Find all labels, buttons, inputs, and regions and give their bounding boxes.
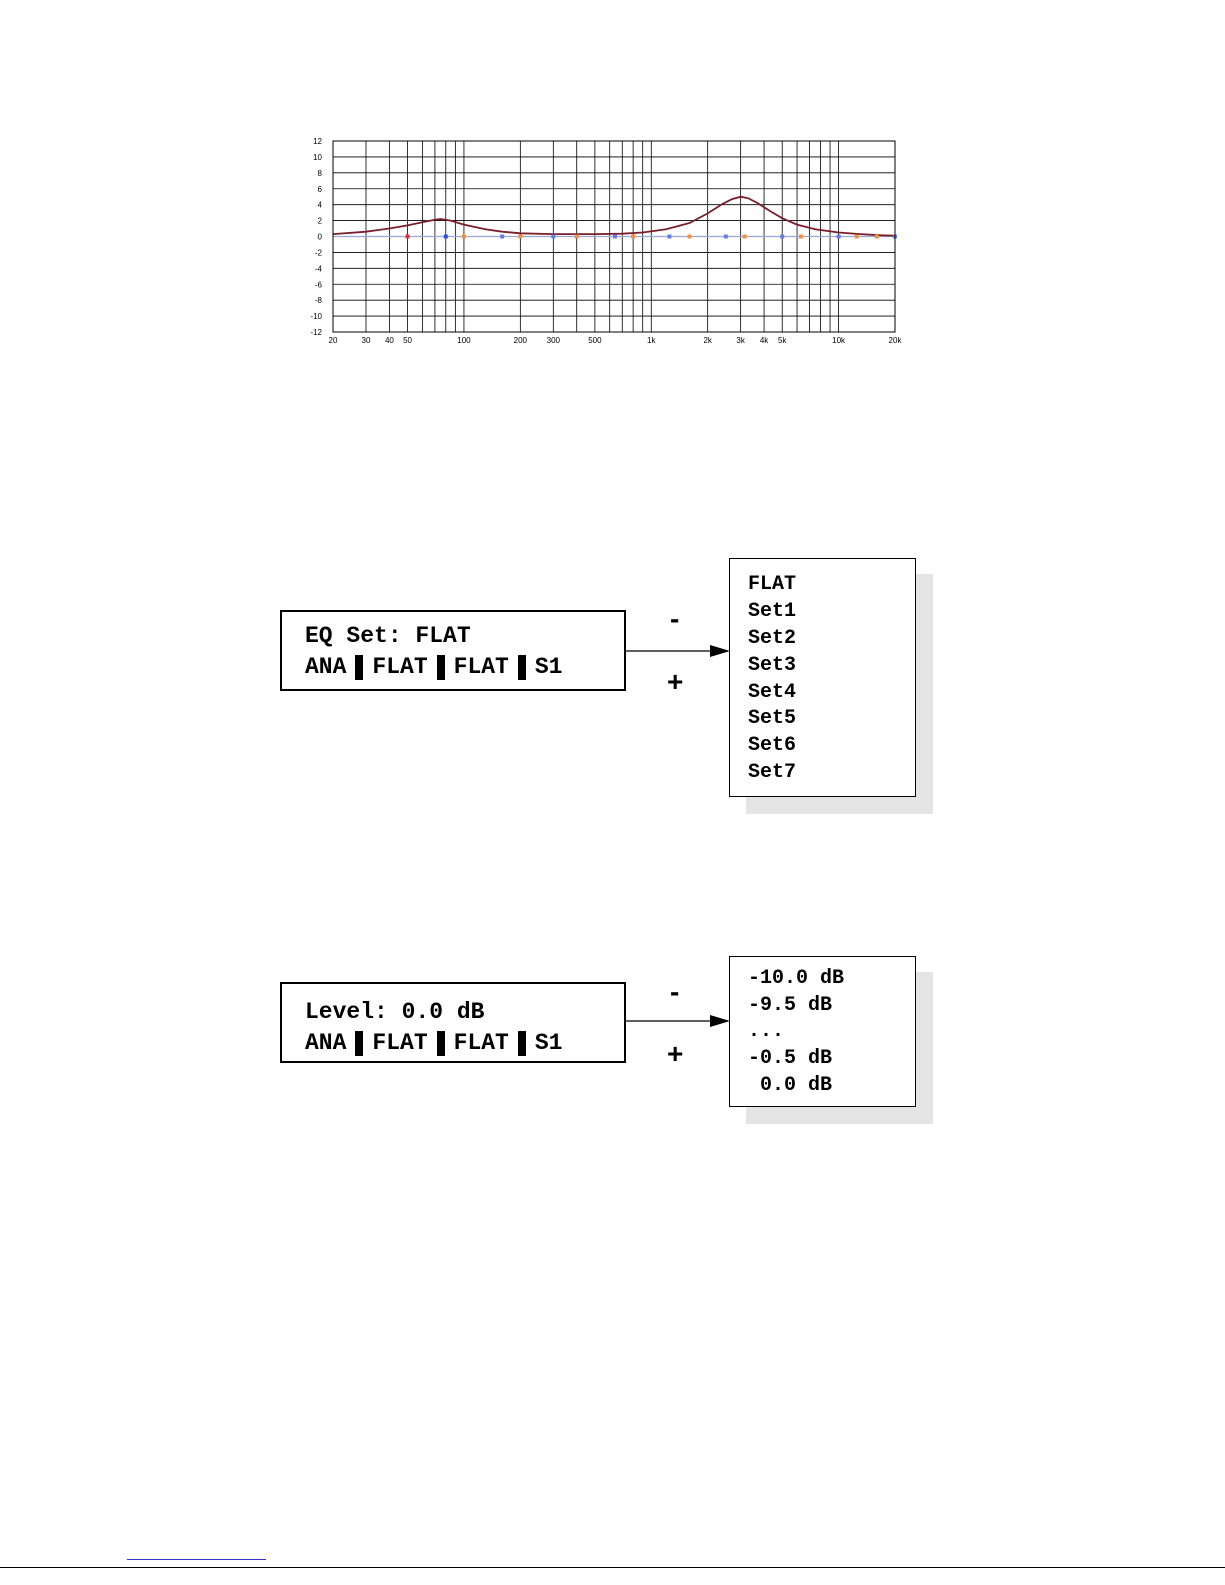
band-marker xyxy=(688,235,692,239)
eq-set-arrow xyxy=(624,642,732,660)
y-tick-label: 0 xyxy=(317,232,322,242)
y-tick-label: 8 xyxy=(317,168,322,178)
eq-set-option: Set3 xyxy=(748,654,797,677)
band-marker xyxy=(518,235,522,239)
band-marker xyxy=(462,235,466,239)
eq-set-option: Set1 xyxy=(748,600,797,623)
eq-set-lcd-display xyxy=(280,610,626,691)
status-set: S1 xyxy=(534,654,563,680)
band-marker xyxy=(799,235,803,239)
band-marker xyxy=(855,235,859,239)
status-separator xyxy=(355,1031,363,1056)
eq-set-option: Set7 xyxy=(748,761,797,784)
level-lcd-line1: Level: 0.0 dB xyxy=(305,999,485,1025)
eq-set-option: Set4 xyxy=(748,681,797,704)
y-tick-label: -10 xyxy=(310,312,322,322)
x-tick-label: 300 xyxy=(546,336,561,345)
band-marker xyxy=(724,235,728,239)
y-tick-label: 12 xyxy=(313,137,322,146)
band-marker xyxy=(406,235,410,239)
level-option: -9.5 dB xyxy=(748,994,833,1017)
band-marker xyxy=(667,235,671,239)
status-separator xyxy=(518,1031,526,1056)
level-plus-label: + xyxy=(667,1038,684,1069)
x-tick-label: 200 xyxy=(513,336,528,345)
eq-set-options-list xyxy=(729,558,916,797)
band-marker xyxy=(875,235,879,239)
level-minus-label: - xyxy=(670,976,680,1007)
status-source: ANA xyxy=(305,1030,347,1056)
status-separator xyxy=(437,1031,445,1056)
y-tick-label: 6 xyxy=(317,184,322,194)
y-tick-label: -2 xyxy=(314,248,322,258)
x-tick-label: 1k xyxy=(647,336,656,345)
y-tick-label: 2 xyxy=(317,216,322,226)
band-marker xyxy=(500,235,504,239)
x-tick-label: 50 xyxy=(403,336,413,345)
level-option: -10.0 dB xyxy=(748,967,845,990)
eq-set-option: Set6 xyxy=(748,734,797,757)
band-marker xyxy=(444,235,448,239)
chart-series xyxy=(333,197,895,236)
eq-set-option: Set2 xyxy=(748,627,797,650)
band-marker xyxy=(631,235,635,239)
x-tick-label: 10k xyxy=(832,336,846,345)
status-source: ANA xyxy=(305,654,347,680)
status-eq-1: FLAT xyxy=(372,654,428,680)
band-marker xyxy=(837,235,841,239)
status-eq-2: FLAT xyxy=(453,654,509,680)
eq-set-lcd-status-line xyxy=(305,654,562,680)
status-separator xyxy=(355,655,363,680)
level-lcd-display xyxy=(280,982,626,1063)
band-marker xyxy=(743,235,747,239)
level-option: ... xyxy=(748,1020,785,1043)
footer-link-underline xyxy=(127,1559,266,1560)
status-eq-1: FLAT xyxy=(372,1030,428,1056)
x-tick-label: 4k xyxy=(759,336,769,345)
x-tick-label: 500 xyxy=(588,336,602,345)
eq-response-line xyxy=(333,197,895,236)
y-tick-label: -6 xyxy=(314,280,322,290)
status-separator xyxy=(518,655,526,680)
eq-set-option: FLAT xyxy=(748,573,797,596)
x-tick-label: 20k xyxy=(888,336,902,345)
status-eq-2: FLAT xyxy=(453,1030,509,1056)
x-tick-label: 5k xyxy=(777,336,787,345)
level-lcd-status-line xyxy=(305,1030,562,1056)
y-axis-ticks xyxy=(310,137,322,337)
x-axis-ticks xyxy=(329,336,903,345)
level-option: 0.0 dB xyxy=(748,1074,833,1097)
y-tick-label: -4 xyxy=(314,264,322,274)
eq-set-option: Set5 xyxy=(748,707,797,730)
footer-rule xyxy=(0,1567,1225,1568)
level-options-list xyxy=(729,956,916,1107)
x-tick-label: 100 xyxy=(457,336,471,345)
x-tick-label: 40 xyxy=(384,336,394,345)
band-marker xyxy=(780,235,784,239)
x-tick-label: 20 xyxy=(328,336,338,345)
band-marker xyxy=(551,235,555,239)
y-tick-label: 10 xyxy=(313,152,322,162)
band-marker xyxy=(575,235,579,239)
x-tick-label: 2k xyxy=(703,336,712,345)
x-tick-label: 30 xyxy=(361,336,371,345)
level-option: -0.5 dB xyxy=(748,1047,833,1070)
band-marker xyxy=(613,235,617,239)
y-tick-label: -8 xyxy=(314,296,322,306)
status-separator xyxy=(437,655,445,680)
y-tick-label: 4 xyxy=(317,200,322,210)
status-set: S1 xyxy=(534,1030,563,1056)
y-tick-label: -12 xyxy=(310,328,322,337)
eq-set-lcd-line1: EQ Set: FLAT xyxy=(305,623,471,649)
x-tick-label: 3k xyxy=(736,336,745,345)
eq-set-minus-label: - xyxy=(670,603,680,634)
eq-response-chart xyxy=(306,132,906,352)
level-arrow xyxy=(624,1012,732,1030)
eq-set-plus-label: + xyxy=(667,666,684,697)
